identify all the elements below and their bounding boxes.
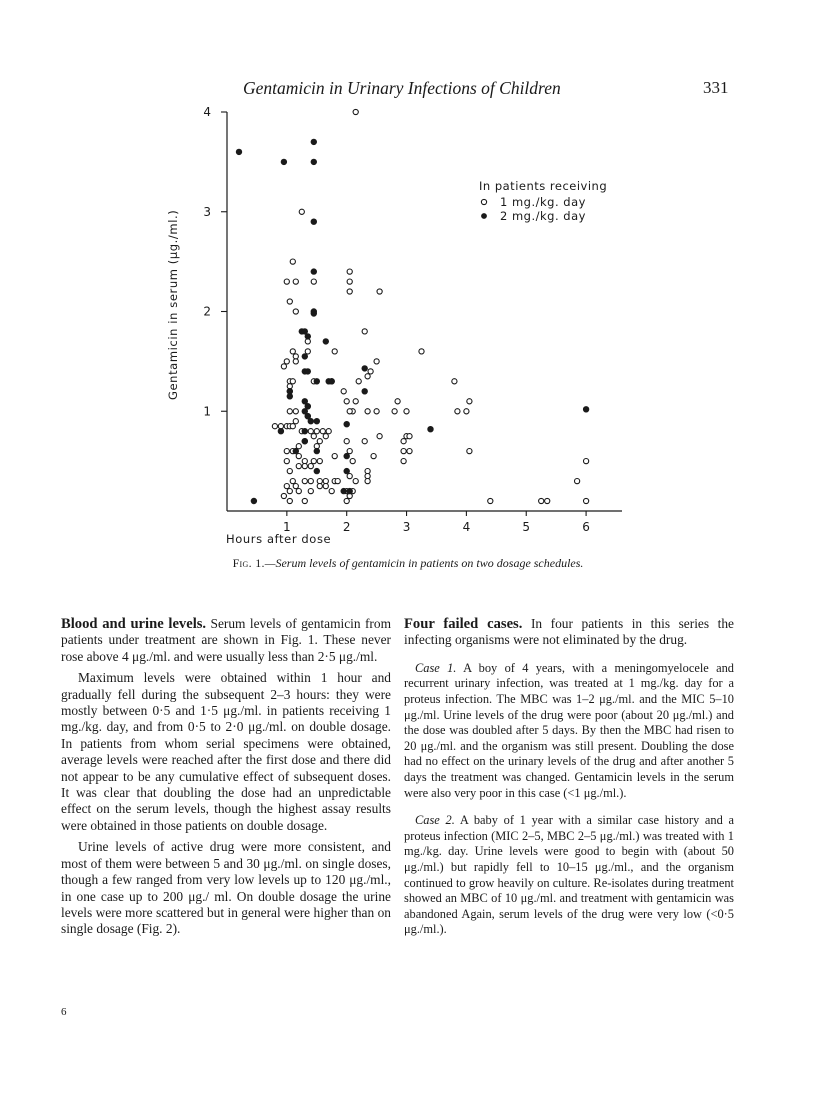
x-tick-label-2: 2 xyxy=(342,520,351,534)
point-1mg-21 xyxy=(293,359,298,364)
point-2mg-38 xyxy=(341,488,347,494)
point-1mg-35 xyxy=(293,419,298,424)
point-1mg-48 xyxy=(455,409,460,414)
point-1mg-99 xyxy=(290,479,295,484)
legend-title: In patients receiving xyxy=(479,179,608,193)
point-1mg-1 xyxy=(299,209,304,214)
point-1mg-90 xyxy=(365,479,370,484)
point-1mg-120 xyxy=(539,498,544,503)
point-2mg-27 xyxy=(344,421,350,427)
point-1mg-84 xyxy=(350,459,355,464)
point-1mg-117 xyxy=(401,449,406,454)
point-1mg-61 xyxy=(326,429,331,434)
point-1mg-43 xyxy=(404,409,409,414)
blood-urine-paragraph-1 xyxy=(61,616,391,665)
legend-open-circle-marker xyxy=(481,199,486,204)
point-1mg-8 xyxy=(347,289,352,294)
axis-ticks xyxy=(203,105,590,534)
left-column xyxy=(61,616,391,943)
point-1mg-95 xyxy=(317,484,322,489)
running-head xyxy=(0,78,816,102)
x-tick-label-3: 3 xyxy=(402,520,411,534)
case-2-text: A baby of 1 year with a similar case history and a proteus infection (MIC 2–5, MBC 2–5 μg./ml.) was treated with 1 mg./kg. day. Urine levels were good to begin with (about 50 μg./ml.) but rapidly fell to 10–15 μg./ml., and the organism continued to grow heavily on culture. Re-isolates during treatment showed an MBC of 10 μg./ml. and treatment with gentamicin was abandoned Again, serum levels of the drug were very low (<0·5 μg./ml.). xyxy=(404,813,734,937)
point-1mg-31 xyxy=(287,409,292,414)
point-1mg-79 xyxy=(344,439,349,444)
point-1mg-0 xyxy=(353,109,358,114)
point-1mg-44 xyxy=(395,399,400,404)
point-1mg-19 xyxy=(284,359,289,364)
point-2mg-5 xyxy=(311,269,317,275)
point-1mg-76 xyxy=(284,459,289,464)
point-2mg-31 xyxy=(302,438,308,444)
point-1mg-104 xyxy=(293,484,298,489)
point-2mg-33 xyxy=(314,448,320,454)
point-1mg-106 xyxy=(308,489,313,494)
point-1mg-93 xyxy=(317,479,322,484)
point-2mg-3 xyxy=(311,159,317,165)
point-1mg-78 xyxy=(296,464,301,469)
point-1mg-63 xyxy=(317,439,322,444)
point-1mg-82 xyxy=(347,449,352,454)
point-1mg-97 xyxy=(302,479,307,484)
point-1mg-98 xyxy=(296,489,301,494)
failed-cases-intro-paragraph xyxy=(404,616,734,649)
point-1mg-81 xyxy=(377,434,382,439)
point-1mg-32 xyxy=(293,409,298,414)
point-1mg-30 xyxy=(365,374,370,379)
running-title: Gentamicin in Urinary Infections of Children xyxy=(243,78,561,98)
case-1-text: A boy of 4 years, with a meningomyelocele and recurrent urinary infection, was treated at 1 mg./kg. day for a proteus infection. The MBC was 1–2 μg./ml. and the MIC 5–10 μg./ml. Urine levels of the drug were poor (about 20 μg./ml.) and the dose was doubled after 5 days. By then the MBC had risen to 20 μg./ml. and the organism was still present. Doubling the dose had no effect on the urinary levels of the drug and after another 5 days the treatment was changed. Gentamicin levels in the serum were also very poor in this case (<1 μg./ml.). xyxy=(404,660,734,800)
legend-entry-1mg: 1 mg./kg. day xyxy=(500,195,586,209)
point-2mg-17 xyxy=(329,378,335,384)
caption-label: Fig. 1. xyxy=(232,556,265,570)
point-1mg-102 xyxy=(281,493,286,498)
y-tick-label-3: 3 xyxy=(203,204,211,219)
point-1mg-51 xyxy=(467,449,472,454)
point-1mg-121 xyxy=(545,498,550,503)
point-1mg-80 xyxy=(362,439,367,444)
y-tick-label-1: 1 xyxy=(203,404,211,419)
point-1mg-39 xyxy=(347,409,352,414)
point-1mg-14 xyxy=(305,349,310,354)
point-1mg-87 xyxy=(365,474,370,479)
point-1mg-5 xyxy=(311,279,316,284)
point-1mg-72 xyxy=(311,459,316,464)
point-1mg-89 xyxy=(353,479,358,484)
failed-cases-intro-text: In four patients in this series the infecting organisms were not eliminated by the drug. xyxy=(404,616,734,648)
point-1mg-114 xyxy=(407,434,412,439)
point-1mg-50 xyxy=(467,399,472,404)
point-1mg-77 xyxy=(287,469,292,474)
point-2mg-29 xyxy=(362,366,368,372)
point-2mg-11 xyxy=(323,339,329,345)
point-1mg-112 xyxy=(344,498,349,503)
x-tick-label-4: 4 xyxy=(462,520,471,534)
scatter-figure xyxy=(0,100,816,560)
point-1mg-41 xyxy=(374,409,379,414)
point-1mg-17 xyxy=(332,349,337,354)
point-1mg-23 xyxy=(374,359,379,364)
point-1mg-60 xyxy=(320,429,325,434)
point-1mg-49 xyxy=(464,409,469,414)
point-1mg-62 xyxy=(311,434,316,439)
case-2-paragraph xyxy=(404,813,734,938)
point-1mg-18 xyxy=(362,329,367,334)
section-heading-blood-urine: Blood and urine levels. xyxy=(61,616,207,632)
point-1mg-122 xyxy=(575,479,580,484)
point-1mg-70 xyxy=(296,454,301,459)
point-2mg-37 xyxy=(347,488,353,494)
point-1mg-67 xyxy=(296,444,301,449)
point-1mg-103 xyxy=(287,498,292,503)
point-1mg-123 xyxy=(584,459,589,464)
legend xyxy=(479,179,607,223)
point-2mg-36 xyxy=(344,468,350,474)
point-2mg-10 xyxy=(305,334,311,340)
point-1mg-15 xyxy=(290,349,295,354)
right-column xyxy=(404,616,734,943)
point-1mg-10 xyxy=(287,299,292,304)
point-1mg-124 xyxy=(584,498,589,503)
legend-filled-circle-marker xyxy=(481,213,487,219)
point-2mg-28 xyxy=(362,388,368,394)
point-1mg-11 xyxy=(293,309,298,314)
y-tick-label-4: 4 xyxy=(203,105,211,119)
point-1mg-96 xyxy=(308,479,313,484)
y-tick-label-2: 2 xyxy=(203,304,211,319)
point-2mg-2 xyxy=(311,139,317,145)
point-2mg-26 xyxy=(302,428,308,434)
point-1mg-16 xyxy=(293,354,298,359)
point-2mg-41 xyxy=(583,406,589,412)
point-1mg-94 xyxy=(323,479,328,484)
point-2mg-12 xyxy=(302,354,308,360)
point-1mg-86 xyxy=(365,469,370,474)
point-1mg-40 xyxy=(365,409,370,414)
x-tick-label-6: 6 xyxy=(582,520,590,534)
blood-urine-text-1: Serum levels of gentamicin from patients under treatment are shown in Fig. 1. These never rose above 4 μg./ml. and were usually less than 2·5 μg./ml. xyxy=(61,616,391,664)
point-2mg-1 xyxy=(281,159,287,165)
point-1mg-45 xyxy=(353,399,358,404)
point-1mg-6 xyxy=(347,269,352,274)
point-2mg-0 xyxy=(236,149,242,155)
blood-urine-paragraph-2: Maximum levels were obtained within 1 hour and gradually fell during the subsequent 2–3 hours: they were mostly between 0·5 and 1·5 μg./ml. in patients receiving 1 mg./kg. day, and from 0·5 to 2·0 μg./ml. on double dosage. In patients from whom serial specimens were obtained, average levels were reached after the first dose and there did not appear to be any cumulative effect of subsequent doses. It was clear that doubling the dose had an unpredictable effect on the serum levels, though the highest assay results were obtained in those patients on double dosage. xyxy=(61,670,391,833)
point-1mg-22 xyxy=(368,369,373,374)
point-1mg-7 xyxy=(347,279,352,284)
x-tick-label-5: 5 xyxy=(522,520,531,534)
point-2mg-30 xyxy=(278,428,284,434)
point-2mg-34 xyxy=(344,453,350,459)
point-1mg-69 xyxy=(284,449,289,454)
section-heading-failed-cases: Four failed cases. xyxy=(404,616,523,632)
point-1mg-20 xyxy=(281,364,286,369)
point-2mg-23 xyxy=(308,418,314,424)
point-2mg-15 xyxy=(314,378,320,384)
point-1mg-107 xyxy=(323,484,328,489)
point-1mg-27 xyxy=(290,379,295,384)
folio-number: 6 xyxy=(61,1006,67,1018)
point-2mg-35 xyxy=(314,468,320,474)
point-1mg-4 xyxy=(284,279,289,284)
point-1mg-37 xyxy=(344,399,349,404)
point-2mg-4 xyxy=(311,219,317,225)
point-1mg-92 xyxy=(329,489,334,494)
point-1mg-75 xyxy=(302,464,307,469)
point-1mg-56 xyxy=(290,424,295,429)
point-1mg-115 xyxy=(401,439,406,444)
point-1mg-58 xyxy=(308,429,313,434)
case-1-paragraph xyxy=(404,661,734,801)
point-2mg-24 xyxy=(314,418,320,424)
point-1mg-65 xyxy=(323,434,328,439)
blood-urine-paragraph-3: Urine levels of active drug were more consistent, and most of them were between 5 and 30 μg./ml. on single doses, though a few ranged from very low levels up to 120 μg./ml., in one case up to 200 μg./ ml. On double dosage the urine levels were more scattered but in general were higher than on single dosage (Fig. 2). xyxy=(61,839,391,937)
point-1mg-2 xyxy=(290,259,295,264)
legend-entry-2mg: 2 mg./kg. day xyxy=(500,209,586,223)
scatter-points xyxy=(236,109,589,504)
caption-text: —Serum levels of gentamicin in patients on two dosage schedules. xyxy=(264,556,584,570)
point-1mg-88 xyxy=(347,474,352,479)
point-1mg-101 xyxy=(287,489,292,494)
point-1mg-74 xyxy=(317,459,322,464)
point-2mg-14 xyxy=(305,369,311,375)
figure-caption xyxy=(0,556,816,571)
point-1mg-73 xyxy=(308,464,313,469)
point-2mg-40 xyxy=(428,426,434,432)
page-number: 331 xyxy=(703,78,729,97)
point-1mg-47 xyxy=(452,379,457,384)
point-1mg-12 xyxy=(419,349,424,354)
point-1mg-36 xyxy=(341,389,346,394)
case-1-title: Case 1. xyxy=(415,660,457,675)
point-1mg-119 xyxy=(488,498,493,503)
point-2mg-32 xyxy=(293,448,299,454)
point-1mg-108 xyxy=(335,479,340,484)
point-1mg-46 xyxy=(356,379,361,384)
point-1mg-83 xyxy=(332,454,337,459)
point-2mg-39 xyxy=(251,498,257,504)
x-axis-label: Hours after dose xyxy=(226,532,332,546)
point-1mg-100 xyxy=(284,484,289,489)
point-1mg-52 xyxy=(272,424,277,429)
point-1mg-105 xyxy=(302,498,307,503)
point-1mg-9 xyxy=(377,289,382,294)
point-1mg-42 xyxy=(392,409,397,414)
point-1mg-118 xyxy=(401,459,406,464)
point-1mg-85 xyxy=(371,454,376,459)
case-2-title: Case 2. xyxy=(415,813,455,828)
x-tick-label-1: 1 xyxy=(283,520,291,534)
y-axis-label: Gentamicin in serum (μg./ml.) xyxy=(166,209,180,400)
point-1mg-71 xyxy=(302,459,307,464)
point-1mg-59 xyxy=(314,429,319,434)
point-1mg-3 xyxy=(293,279,298,284)
point-1mg-116 xyxy=(407,449,412,454)
point-2mg-7 xyxy=(311,311,317,317)
point-2mg-25 xyxy=(287,393,293,399)
